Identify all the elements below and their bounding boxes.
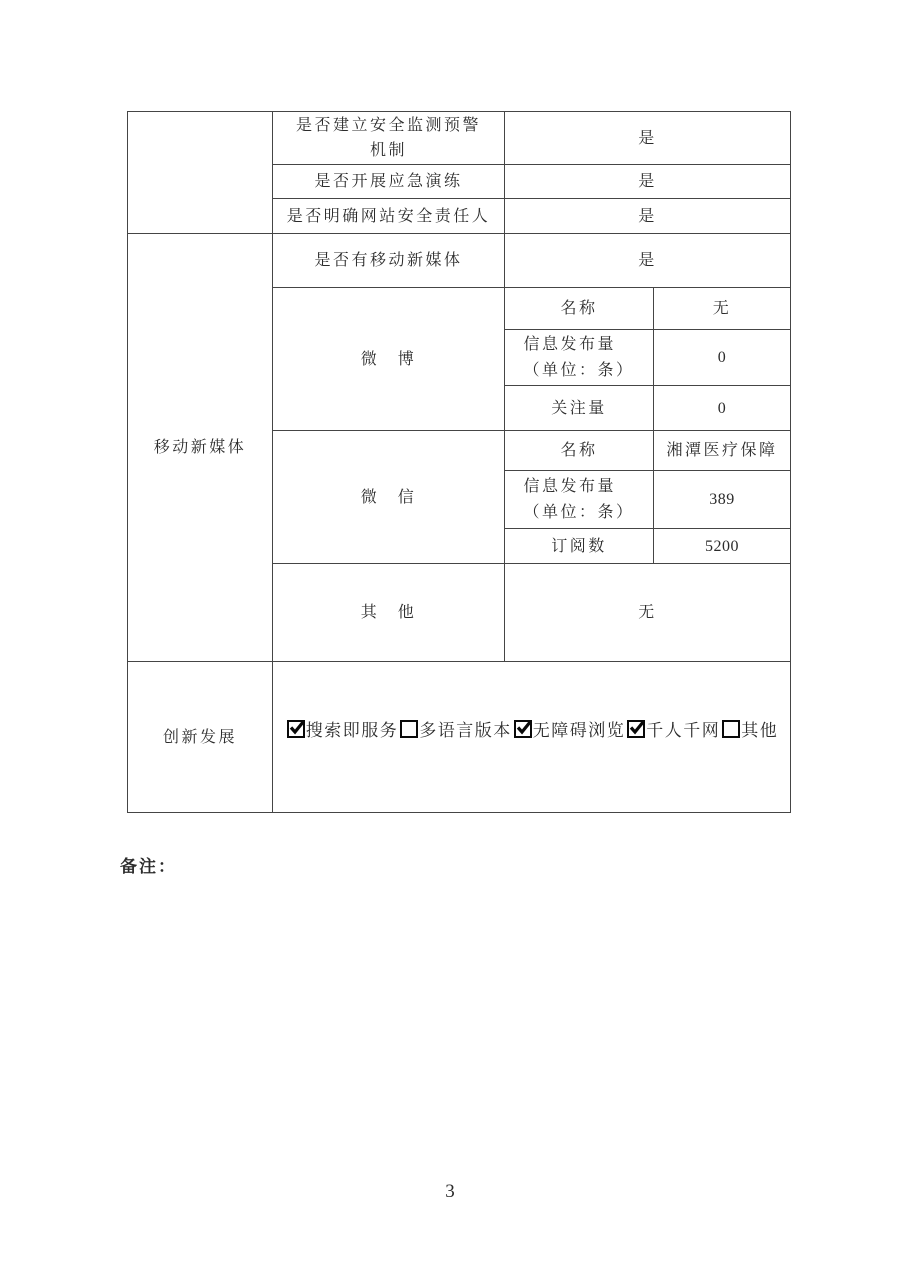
- checkbox-label: 搜索即服务: [305, 720, 399, 740]
- weibo-name-label: 名称: [505, 288, 654, 330]
- wechat-name-value: 湘潭医疗保障: [654, 431, 791, 471]
- security-officer-label: 是否明确网站安全责任人: [273, 199, 505, 234]
- weibo-followers-label: 关注量: [505, 386, 654, 431]
- other-media-label: 其 他: [273, 564, 505, 662]
- weibo-label: 微 博: [273, 288, 505, 431]
- section-label-cell-empty: [128, 112, 273, 234]
- checkbox-icon[interactable]: [627, 720, 645, 738]
- checkbox-label: 其他: [741, 720, 779, 740]
- notes-label: 备注：: [120, 857, 177, 876]
- innovation-section-label: 创新发展: [128, 662, 273, 813]
- wechat-label: 微 信: [273, 431, 505, 564]
- table-row: [128, 662, 791, 813]
- wechat-subscribers-label: 订阅数: [505, 529, 654, 564]
- checkbox-icon[interactable]: [400, 720, 418, 738]
- wechat-posts-value: 389: [654, 471, 791, 529]
- weibo-posts-label-line1: 信息发布量: [523, 335, 616, 353]
- checkbox-icon[interactable]: [287, 720, 305, 738]
- mobile-media-has-value: 是: [505, 234, 791, 288]
- wechat-posts-label-line1: 信息发布量: [523, 477, 616, 495]
- security-drill-value: 是: [505, 165, 791, 199]
- wechat-name-label: 名称: [505, 431, 654, 471]
- other-media-value: 无: [505, 564, 791, 662]
- security-drill-label: 是否开展应急演练: [273, 165, 505, 199]
- wechat-subscribers-value: 5200: [654, 529, 791, 564]
- checkbox-item-qianren[interactable]: [625, 721, 720, 740]
- checkbox-item-accessibility[interactable]: [512, 721, 626, 740]
- table-row: [128, 234, 791, 288]
- weibo-posts-value: 0: [654, 330, 791, 386]
- security-monitor-label: [273, 112, 505, 165]
- weibo-posts-label: [505, 330, 654, 386]
- weibo-followers-value: 0: [654, 386, 791, 431]
- checkbox-item-other[interactable]: [720, 721, 778, 740]
- security-monitor-value: 是: [505, 112, 791, 165]
- security-officer-value: 是: [505, 199, 791, 234]
- checkbox-icon[interactable]: [514, 720, 532, 738]
- checkbox-item-search-service[interactable]: [285, 721, 399, 740]
- checkbox-label: 多语言版本: [419, 720, 512, 740]
- innovation-options-cell: [273, 662, 791, 813]
- wechat-posts-label-line2: （单位：条）: [523, 503, 635, 521]
- checkbox-icon[interactable]: [722, 720, 740, 738]
- security-monitor-label-line1: 是否建立安全监测预警: [295, 117, 481, 134]
- wechat-posts-label: [505, 471, 654, 529]
- checkbox-label: 千人千网: [646, 720, 721, 740]
- weibo-posts-label-line2: （单位：条）: [523, 361, 635, 379]
- mobile-media-section-label: 移动新媒体: [128, 234, 273, 662]
- weibo-name-value: 无: [654, 288, 791, 330]
- report-table: [127, 111, 791, 813]
- innovation-options: [273, 718, 790, 743]
- mobile-media-has-label: 是否有移动新媒体: [273, 234, 505, 288]
- table-row: [128, 112, 791, 165]
- checkbox-item-multilingual[interactable]: [398, 721, 512, 740]
- page-number: 3: [445, 1181, 455, 1202]
- checkbox-label: 无障碍浏览: [532, 720, 626, 740]
- security-monitor-label-line2: 机制: [369, 142, 407, 159]
